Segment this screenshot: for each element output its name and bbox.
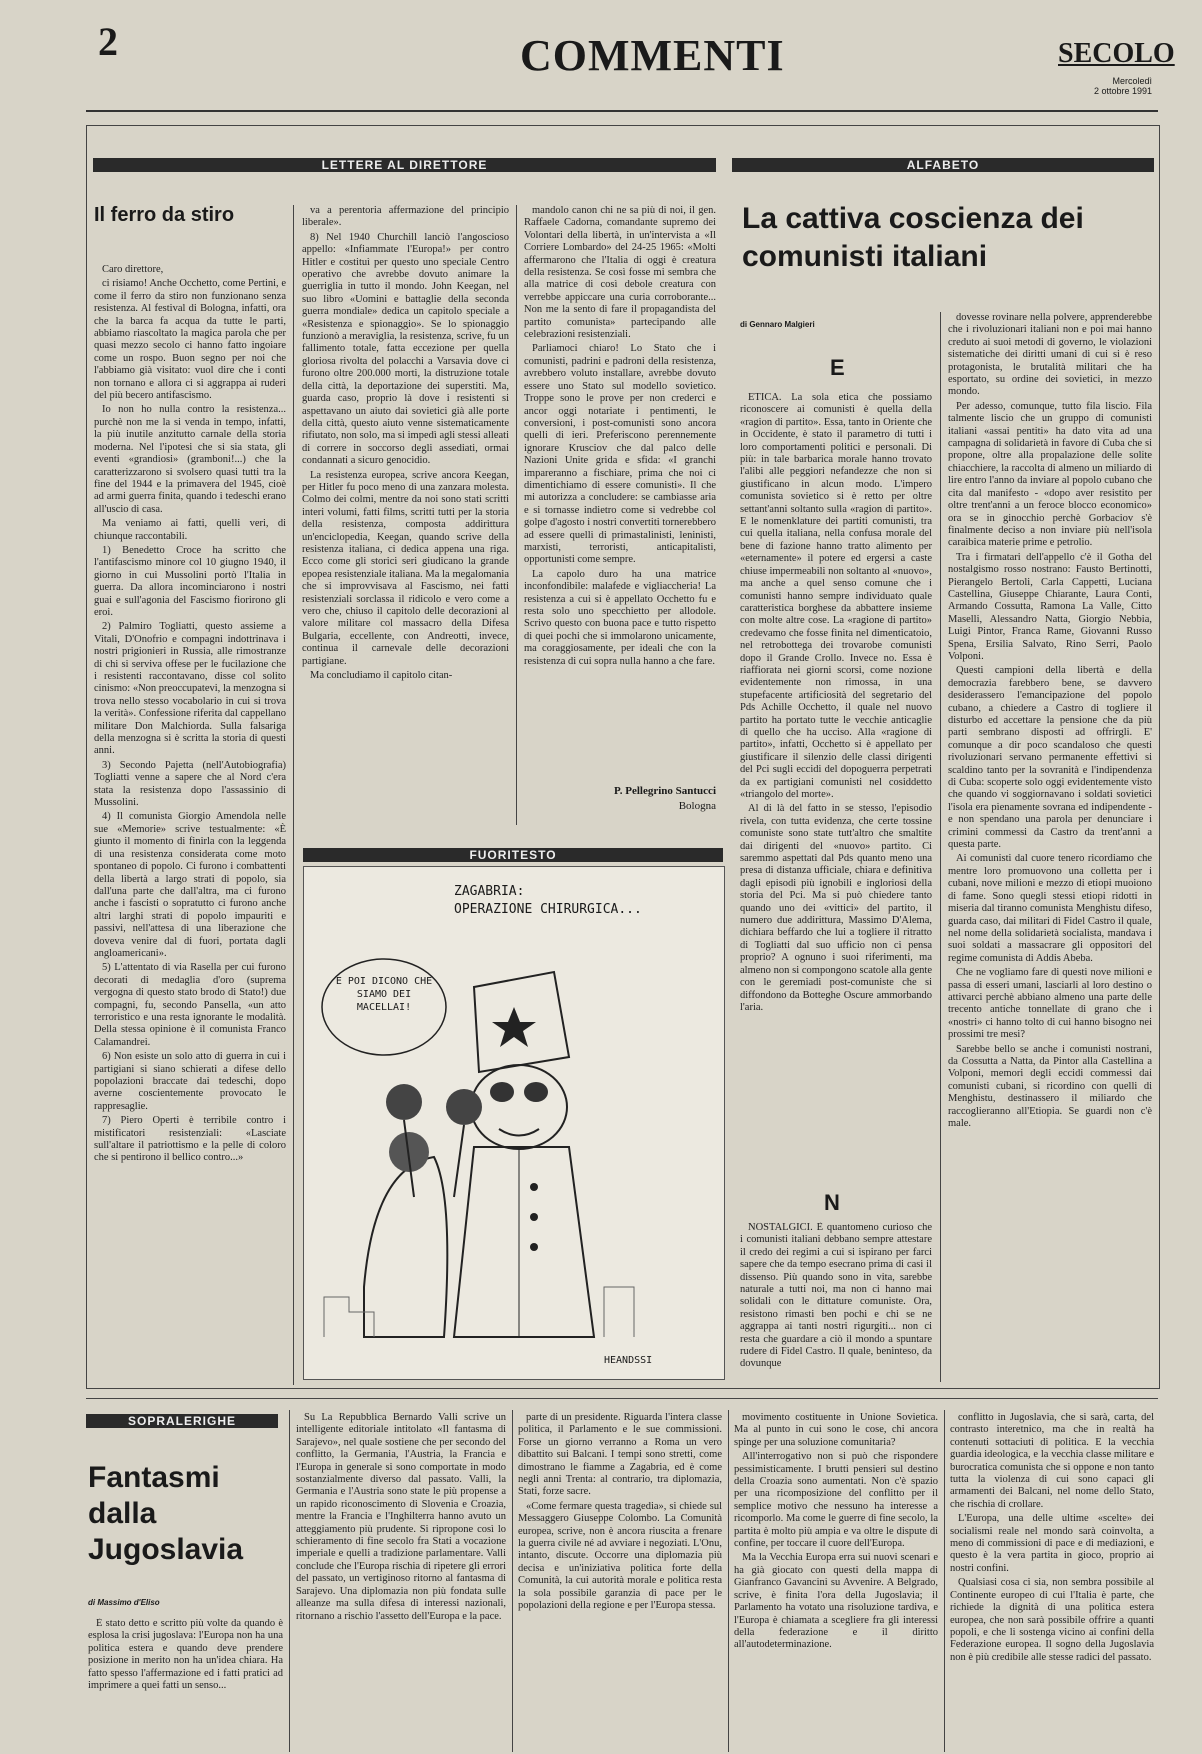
sopralerighe-column-1: [88, 1618, 283, 1752]
article-paragraph: Ma concludiamo il capitolo citan-: [310, 670, 453, 682]
article-paragraph: È stato detto e scritto più volte da quando è esplosa la crisi jugoslava: l'Europa non ha una politica estera e quando deve prendere posizione in merito non ha un'idea chiara. Ha fatto spesso l'affermazione ed i fatti pratici ad imprimere a quei fatti un senso...: [88, 1618, 283, 1692]
fuoritesto-bar: FUORITESTO: [303, 848, 723, 862]
article-paragraph: mandolo canon chi ne sa più di noi, il gen. Raffaele Cadorna, comandante supremo dei Volontari della libertà, in un'intervista a «Il Corriere Lombardo» del 24-25 1965: «Molti affermarono che l'Italia di oggi è creatura della resistenza. Se così fosse mi sembra che alla matrice di così debole creatura con verrebbe appiccare una curia corroborante... Non me la sento di fare il propagandista del partito comunista» partecipando alle celebrazioni resistenziali.: [524, 205, 716, 341]
date-weekday: Mercoledì: [1112, 76, 1152, 86]
alfabeto-column-2: [948, 312, 1152, 1384]
dropcap-e: E: [830, 355, 845, 380]
article-paragraph: Ma veniamo ai fatti, quelli veri, di chiunque raccontabili.: [94, 518, 286, 542]
article-paragraph: 1) Benedetto Croce ha scritto che l'antifascismo minore col 10 giugno 1940, il giorno in cui Mussolini portò l'Italia in guerra. Da allora incominciarono i nostri guai e sull'agonia del Fascismo fiorirono gli eroi.: [94, 544, 286, 618]
lettere-column-3: [524, 205, 716, 780]
caption-line-1: ZAGABRIA:: [454, 884, 525, 899]
lettere-column-1: [94, 264, 286, 1386]
article-paragraph: La resistenza europea, scrive ancora Keegan, per Hitler fu poco meno di una zanzara molesta. Colmo dei colmi, mentre da noi sono stati scritti interi volumi, fatti films, scritti tutti per la storia della resistenza, composta addirittura un'enciclopedia, Keegan, quando scrive della resistenza italiana, ci dedica appena una riga. Ecco come gli storici seri giudicano la grande epopea resistenziale italiana. Ma la megalomania che si improvvisava al Fascismo, nei fatti resistenziali sorclassa il ridicolo e vero come a vero che, chiuso il capitolo delle decorazioni al valore militare col massacro della Difesa Bulgaria, eccellente, con Andreotti, invece, continua il carnevale delle decorazioni partigiane.: [302, 469, 509, 667]
sopralerighe-title: Fantasmi dalla Jugoslavia: [88, 1461, 244, 1566]
article-paragraph: L'Europa, una delle ultime «scelte» dei socialismi reale nel mondo sarà coinvolta, a meno di commissioni di pace e di mediazioni, e questo è la vera partita in gioco, proprio ai nostri confini.: [950, 1513, 1154, 1574]
column-divider: [516, 205, 517, 825]
caption-line-2: OPERAZIONE CHIRURGICA...: [454, 902, 642, 917]
article-paragraph: 7) Piero Operti è terribile contro i mistificatori resistenziali: «Lasciate sull'altare il patriottismo e la pelle di coloro che si pentirono il bellico contro...»: [94, 1115, 286, 1164]
article-paragraph: Questi campioni della libertà e della democrazia farebbero bene, se davvero desiderassero l'emancipazione del popolo cubano, a chiedere a Castro di togliere il disturbo ed accettare la pensione che da più parti sembrano disposti ad offrirgli. E' comunque a dir poco scandaloso che questi rivoluzionari servano permanente effettivi si scaldino tanto per la sovranità e l'indipendenza di Cuba: scoperte solo oggi evidentemente visto che quando vi soggiornavano i soldati sovietici l'isola era pienamente sovrana ed indipendente - e non spendano una parola per denunciare i crimini commessi da Castro da trent'anni a questa parte.: [948, 665, 1152, 851]
alfabeto-bar: ALFABETO: [732, 158, 1154, 172]
article-paragraph: conflitto in Jugoslavia, che si sarà, carta, del contrasto interetnico, ma che in realtà ha contenuti sottaciuti di politica. E la vecchia guardia ideologica, e la vecchia classe militare e burocratica comunista che si oppone e non tanto tutta la violenza di cui sono capaci gli armamenti dei Balcani, nel nome dello Stato, che rischia di crollare.: [950, 1412, 1154, 1510]
date-full: 2 ottobre 1991: [1093, 86, 1152, 96]
article-paragraph: 3) Secondo Pajetta (nell'Autobiografia) Togliatti venne a sapere che al Nord c'era stata la resistenza dopo l'assassinio di Mussolini.: [94, 759, 286, 809]
lettere-title: Il ferro da stiro: [94, 204, 235, 226]
article-paragraph: ci risiamo! Anche Occhetto, come Pertini, e come il ferro da stiro non funzionano senza resistenza. Al festival di Bologna, infatti, ora che la barca fa acqua da tutte le parti, abbiamo riascoltato la magica parola che per quasi mezzo secolo ci hanno fatto ingoiare come un rospo. Buon segno per noi che l'abbiamo già visitato: vuol dire che i conti non tornano e allora ci si aggrappa ai ruderi del più becero antifascismo.: [94, 278, 286, 402]
article-paragraph: dovesse rovinare nella polvere, apprenderebbe che i rivoluzionari italiani non e poi mai hanno creduto ai suoi metodi di governo, le violazioni sistematiche dei diritti umani di cui si è reso protagonista, le brutalità militari che ha esportato, su ordine dei sovietici, in mezzo mondo.: [948, 312, 1152, 398]
article-paragraph: 6) Non esiste un solo atto di guerra in cui i partigiani si siano schierati a difese dello popolazioni braccate dai tedeschi, dopo averne coscientemente provocato le rappresaglie.: [94, 1051, 286, 1112]
article-paragraph: Caro direttore,: [102, 264, 164, 275]
column-divider: [944, 1410, 945, 1752]
section-title: COMMENTI: [520, 31, 785, 80]
article-paragraph: 8) Nel 1940 Churchill lanciò l'angoscioso appello: «Infiammate l'Europa!» per contro Hitler e costituì per questo uno speciale Centro operativo che avrebbe dovuto animare la guerriglia in tutto il mondo. John Keegan, nel suo libro «Uomini e battaglie della seconda guerra mondiale» dedica un capitolo speciale a «Resistenza e spionaggio». Se lo spionaggio funzionò a meraviglia, la resistenza, scrive, fu un fallimento totale, fatta eccezione per quella gloriosa rivolta del polacchi a Varsavia dove ci furono oltre 200.000 morti, la distruzione totale della città, la deportazione dei superstiti. Ma, guarda caso, proprio là dove i resistenti si aspettavano un aiuto dai sovietici già alle porte della città, questo aiuto venne sistematicamente rifiutato, non solo, ma si impedì agli stessi alleati di correre in soccorso degli assediati, ormai condannati a sicuro genocidio.: [302, 231, 509, 467]
article-paragraph: Parliamoci chiaro! Lo Stato che i comunisti, padrini e padroni della resistenza, avrebbero voluto installare, avrebbe dovuto essere uno Stato sul modello sovietico. Troppe sono le prove per non crederci e ancor oggi notariate i pentimenti, le conversioni, i post-comunisti sono ancora quelli di ieri. Preferiscono perennemente ignorare Krusciov che dal palco delle Nazioni Unite grida e sfida: «I granchi impareranno a fischiare, prima che noi ci dimentichiamo di essere comunisti». Il che mi autorizza a concludere: se cambiasse aria e si tornasse indietro come si vedrebbe col golpe d'agosto i nostri convertiti tornerebbero ad essere quelli di primastalinisti, leninisti, marxisti, terroristi, anticapitalisti, opportunisti come sempre.: [524, 343, 716, 566]
cartoon: [303, 866, 725, 1380]
sopralerighe-column-2: [296, 1412, 506, 1752]
article-paragraph: Sarebbe bello se anche i comunisti nostrani, da Cossutta a Natta, da Pintor alla Castellina a Volponi, memori degli eccidi commessi dai comunisti cubani, si ricordino con quelli di Menghistu, destinassero il miliardo che raccoglieranno all'Etiopia. Se guardi non c'è male.: [948, 1043, 1152, 1129]
article-paragraph: Al di là del fatto in se stesso, l'episodio rivela, con tutta evidenza, che certe tossine comuniste sono state tutt'altro che smaltite dai dirigenti del «nuovo» partito. Ci saremmo aspettati dal Pds quanto meno una presa di distanza ufficiale, chiara e definitiva dagli episodi più ignobili e ingloriosi della storia del Pci. Ma si può chiedere tanto quando uno dei «vittici» del partito, il numero due addirittura, Massimo D'Alema, dichiara beffardo che lui a togliere il ritratto di Togliatti dal suo ufficio non ci pensa proprio? A ognuno i suoi riferimenti, ma almeno non si compongono scatole alla gente con le geremiadi post-comuniste che si diffondono da Botteghe Oscure ammorbando l'aria.: [740, 803, 932, 1013]
lettere-bar: LETTERE AL DIRETTORE: [93, 158, 716, 172]
issue-date: [1060, 76, 1152, 96]
letter-city: Bologna: [678, 800, 716, 812]
article-paragraph: Tra i firmatari dell'appello c'è il Gotha del nostalgismo rosso nostrano: Fausto Bertinotti, Pierangelo Bertoli, Carla Cappetti, Luciana Castellina, Giuseppe Chiarante, Laura Conti, Armando Cossutta, Ramona La Valle, Citto Maselli, Alessandro Natta, Giorgio Nebbia, Luigi Pintor, Franca Rame, Giovanni Russo Spena, Ersilia Salvato, Rino Serri, Paolo Volponi.: [948, 551, 1152, 662]
article-paragraph: movimento costituente in Unione Sovietica. Ma al punto in cui sono le cose, chi ancora spinge per una soluzione comunitaria?: [734, 1412, 938, 1448]
cartoon-caption: [454, 883, 642, 919]
cartoon-drawing: [304, 867, 724, 1379]
article-paragraph: Per adesso, comunque, tutto fila liscio. Fila talmente liscio che un gruppo di comunisti italiani «assai pentiti» ha dato vita ad una campagna di solidarietà in favore di Cuba che si propone, oltre alla propalazione delle solite chiacchiere, la raccolta di almeno un miliardo di lire entro l'anno da inviare al popolo cubano che cita dal manifesto - «dopo aver resistito per oltre trent'anni a un feroce blocco economico» ora se in ginocchio perchè Gorbaciov s'è finalmente deciso a non inviare più nell'isola caraibica materie prime e petrolio.: [948, 400, 1152, 549]
column-divider: [728, 1410, 729, 1752]
speech-balloon-text: E POI DICONO CHE SIAMO DEI MACELLAI!: [335, 976, 433, 1013]
bottom-rule: [86, 1398, 1158, 1399]
article-paragraph: 2) Palmiro Togliatti, questo assieme a Vitali, D'Onofrio e compagni indottrinava i nostri prigionieri in Russia, alle rimostranze di chi si serviva offese per le fucilazione che i resistenti raccontavano, disse col solito cinismo: «Non preoccupatevi, la menzogna si trova nello stesso vocabolario in cui si trova la verità». Confessione riferita dal cappellano militare Don Malchiorda. Sulla falsariga della menzogna si è scritta la storia di questi anni.: [94, 621, 286, 757]
sopralerighe-column-3: [518, 1412, 722, 1752]
article-paragraph: La capolo duro ha una matrice inconfondibile: malafede e vigliaccheria! La resistenza a cui si è appellato Occhetto fu e resta solo uno specchietto per allodole. Scrivo questo con buona pace e tutto rispetto di quei pochi che si immolarono unicamente, ma coraggiosamente, per ideali che con la resistenza di cui sopra nulla hanno a che fare.: [524, 568, 716, 667]
article-paragraph: All'interrogativo non si può che rispondere pessimisticamente. I brutti pensieri sul destino della Croazia sono aumentati. Non c'è spazio per una ricomposizione del conflitto per il semplice motivo che nessuno ha interesse a ricomporlo. Ma come le guerre di fine secolo, la partita è molto più ampia e va oltre le dispute di confine, per toccare il cuore dell'Europa.: [734, 1451, 938, 1550]
dropcap-n: N: [824, 1190, 840, 1215]
lettere-column-2: [302, 205, 509, 825]
newspaper-logo: SECOLO: [1058, 38, 1175, 69]
article-paragraph: NOSTALGICI. È quantomeno curioso che i comunisti italiani debbano sempre attestare il credo dei regimi a cui si ispirano per farci sapere che da tempo esecrano prima di casi il dissenso. Più quando sono in vita, sarebbe naturale a tutti noi, ma non ci hanno mai solidali con le dittature comuniste. Ora, resistono rimasti ben pochi e chi se ne aggrappa ai tanti nostri rigurgiti... non ci resta che guardare a ciò il mondo a spuntare rudere di Fidel Castro. Il quale, beninteso, da dovunque: [740, 1222, 932, 1370]
column-divider: [293, 205, 294, 1385]
article-paragraph: parte di un presidente. Riguarda l'intera classe politica, il Parlamento e le sue commissioni. Forse un giorno verranno a Roma un vero dibattito sui Balcani. I tempi sono stretti, come dimostrano le fiamme a Zagabria, ed è come negli anni Trenta: al contrario, tra diplomazia, Stati, forze sacre.: [518, 1412, 722, 1498]
sopralerighe-byline: di Massimo d'Eliso: [88, 1598, 160, 1607]
article-paragraph: va a perentoria affermazione del principio liberale».: [302, 205, 509, 229]
column-divider: [940, 312, 941, 1382]
article-paragraph: Ai comunisti dal cuore tenero ricordiamo che mentre loro promuovono una colletta per i cubani, nove milioni e mezzo di etiopi muoiono di fame. Sono quegli stessi etiopi ridotti in miseria dal tiranno comunista Menghistu difeso, guarda caso, dai militari di Fidel Castro il quale, nel nome della solidarietà socialista, mandava i suoi soldati a massacrare gli oppositori del regime comunista di Addis Abeba.: [948, 853, 1152, 964]
alfabeto-title: La cattiva coscienza dei comunisti italiani: [742, 202, 1084, 273]
page-number: 2: [98, 19, 118, 64]
sopralerighe-column-5: [950, 1412, 1154, 1752]
alfabeto-column-1b: [740, 1222, 932, 1382]
article-paragraph: Io non ho nulla contro la resistenza... purchè non me la si venda in tempo, infatti, la più inutile anzitutto carnale della storia moderna. Nel l'ipotesi che si sia stata, gli eventi «grandiosi» (gramboni!...) che la caratterizzarono si svolsero quasi tutti tra la fine del 1944 e la primavera del 1945, cioè ad armi guerra finita, quando i tedeschi erano all'uscio di casa.: [94, 404, 286, 515]
sopralerighe-bar: SOPRALERIGHE: [86, 1414, 278, 1428]
article-paragraph: 5) L'attentato di via Rasella per cui furono decorati di medaglia d'oro (suprema vergogna di questo stato brodo di Stato!) due compagni, fu, secondo Pansella, «un atto terroristico e una resta ignorante le modalità. Della stessa opinione è il comunista Franco Calamandrei.: [94, 962, 286, 1048]
article-paragraph: «Come fermare questa tragedia», si chiede sul Messaggero Giuseppe Colombo. La Comunità europea, scrive, non è ancora riuscita a frenare la guerra civile né ad avviare i negoziati. L'Onu, intanto, discute. Occorre una diplomazia più decisa e un'iniziativa politica forte della Comunità, la cui autorità morale e politica resta la sola possibile garanzia di pace per le popolazioni della regione e per l'Europa stessa.: [518, 1500, 722, 1612]
alfabeto-byline: di Gennaro Malgieri: [740, 320, 815, 329]
header-rule: [86, 110, 1158, 112]
letter-signature: P. Pellegrino Santucci: [614, 785, 716, 797]
article-paragraph: Ma la Vecchia Europa erra sui nuovi scenari e ha già giocato con questi della mappa di Gianfranco Gavancini su Avvenire. A Belgrado, scrive, è finita l'ora della Jugoslavia; il Parlamento ha votato una risoluzione tardiva, e l'Europa è chiamata a scegliere fra gli interessi della federazione e il diritto all'autodeterminazione.: [734, 1552, 938, 1651]
article-paragraph: 4) Il comunista Giorgio Amendola nelle sue «Memorie» scrive testualmente: «È giunto il momento di finirla con la leggenda di una resistenza considerata come moto spontaneo di popolo. Ci furono i combattenti della libertà a largo strati di popolo, sia dall'una parte che dall'altra, ma ci furono anche i fascisti o sopratutto ci furono anche altri larghi strati di popolo impauriti e passivi, nell'attesa di una liberazione che doveva venire dal di fuori, portata dagli angloamericani».: [94, 811, 286, 959]
column-divider: [289, 1410, 290, 1752]
article-paragraph: Su La Repubblica Bernardo Valli scrive un intelligente editoriale intitolato «Il fantasma di Sarajevo», nel quale sostiene che per secondo del conflitto, la Germania, l'Austria, la Francia e l'Europa in generale si sono comportate in modo sostanzialmente diverso dal passato. Valli, la Germania e l'Austria sono state le più propense a un rapido riconoscimento di Slovenia e Croazia, mentre la Francia e l'Inghilterra hanno avuto un atteggiamento più prudente. Si ripropone così lo schieramento di fine secolo fra Stati a vocazione imperiale e quelli a tradizione parlamentare. Valli conclude che l'Europa rischia di ripetere gli errori del passato, un vertiginoso ritorno al fantasma di Sarajevo. Una diplomazia non più fondata sulle alleanze ma sulla difesa di interessi nazionali, ritornano a rischio l'assetto dell'Europa e la pace.: [296, 1412, 506, 1622]
article-paragraph: ETICA. La sola etica che possiamo riconoscere ai comunisti è quella della «ragion di partito». Essa, tanto in Oriente che in Occidente, è stato il parametro di tutti i loro comportamenti politici e personali. Di più: in tale barbarica morale hanno trovato l'alibi alle peggiori nefandezze che non si giustificano in alcun modo. L'impero comunista sovietico si è retto per oltre settant'anni soltanto sulla «ragion di partito». E le nomenklature dei partiti comunisti, tra cui quella italiana, nella confusa morale del bene di fazione hanno tratto alimento per «eternamente» il potere ed ergersi a caste chiuse impermeabili non soltanto al «nuovo», ma anche a quel senso comune che i comunisti hanno sempre individuato quale caratteristica borghese da abbattere insieme con molte altre cose. La «ragione di partito» credevamo che fosse finita nel dimenticatoio, nel retrobottega dei trovarobe comunisti dopo il Grande Crollo. Invece no. Essa è riaffiorata nei giorni scorsi, come nozione evidentemente non rimossa, in una stupefacente artificiosità del segretario del Pds Achille Occhetto, il quale nel nuovo partito ha portato tutte le vecchie anticaglie di quello che ha ucciso. Alla «ragione di partito», infatti, Occhetto si è appellato per giustificare il silenzio delle classi dirigenti del Pci sugli eccidi del dopoguerra perpetrati da ex partigiani comunisti nel cosiddetto «triangolo del morte».: [740, 392, 932, 800]
article-paragraph: Che ne vogliamo fare di questi nove milioni e passa di esseri umani, lasciarli al loro destino o attivarci perchè abbiano almeno una parte delle trecento antiche tonnellate di grano che i «nostri» ci hanno tolto di cui hanno bisogno nei prossimi tre mesi?: [948, 967, 1152, 1041]
sopralerighe-column-4: [734, 1412, 938, 1752]
cartoonist-signature: HEANDSSI: [604, 1355, 653, 1366]
column-divider: [512, 1410, 513, 1752]
alfabeto-column-1: [740, 392, 932, 1127]
article-paragraph: Qualsiasi cosa ci sia, non sembra possibile al Continente europeo di cui l'Italia è parte, che richiede la dignità di una politica estera europea, che non sarà possibile offrire a quanti popoli, e che li sostenga vicino ai confini della Federazione europea. Il sogno della Jugoslavia non è più credibile alle stesse radici del passato.: [950, 1577, 1154, 1663]
